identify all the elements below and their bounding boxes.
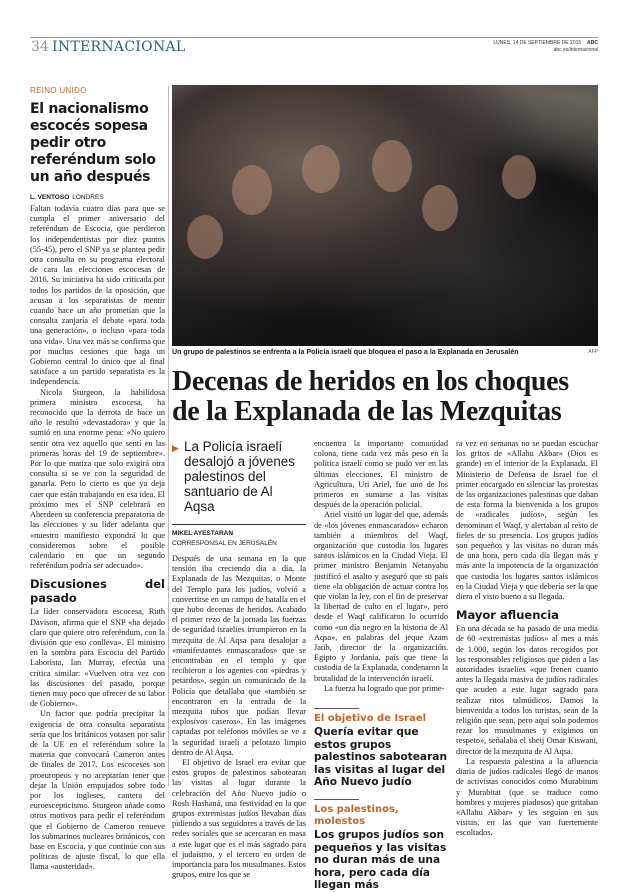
paragraph: La fuerza ha logrado que por prime-	[324, 683, 445, 693]
paragraph: encuentra la importante comunidad colona, tiene cada vez más peso en la política israelí como se pudo ver en las últimas elecciones. El ministro de Agricultura, Uri Ariel, fue uno de los primeros en sumarse a las visitas después de la operación policial.	[314, 439, 448, 510]
author: L. VENTOSO	[30, 194, 70, 201]
header-rule	[30, 37, 598, 38]
highlight-title: El objetivo de Israel	[314, 713, 427, 725]
paragraph: Ariel visitó un lugar del que, además de «los jóvenes enmascarados» echaron también a miembros del Waqf, organización que custodia los lugares santos islámicos en la Ciudad Vieja. El primer ministro Benjamin Netanyahu justificó el asalto y aseguró que su país tiene «la obligación de actuar contra los que violan la ley, con el fin de preservar la libertad de culto en el lugar», pero desde el Waqf calificaron lo ocurrido como «un día negro en la historia de Al Aqsa», en palabras del jeque Azam Jatib, director de la organización. Egipto y Jordania, país que tiene la custodia de la Explanada, condenaron la brutalidad de la intervención israelí.	[314, 510, 448, 683]
caption-row	[172, 348, 598, 357]
dek	[172, 439, 306, 514]
byline	[30, 194, 165, 202]
paragraph: Nicola Sturgeon, la habilidosa primera ministra escocesa, ha reconocido que la derrota de hace un año le resultó «devastadora» y que la sumió en una enorme pena: «No quiero sentir otra vez aquello que sentí en las primeras horas del 19 de septiembre». Por lo que matiza que solo exigirá otra consulta si se ve con la seguridad de ganarla. Pero lo cierto es que ya deja caer que están trabajando en esa idea. El próximo mes el SNP celebrará en Aberdeen su conferencia preparatoria de las elecciones y su líder adelanta que «nuestro manifiesto expondrá lo que consideremos sobre el posible calendario en que un segundo referéndum podría ser adecuado».	[30, 387, 165, 571]
date: LUNES, 14 DE SEPTIEMBRE DE 2015	[493, 40, 582, 46]
paragraph: Después de una semana en la que tensión iba creciendo día a día, la Explanada de las Mezquitas, o Monte del Templo para los judíos, volvió a convertirse en un campo de batalla en el que hubo decenas de heridos. Acabado el primer rezo de la jornada las fuerzas de seguridad israelíes irrumpieron en la mezquita de Al Aqsa para desalojar a «manifestantes enmascarados» que se encontraban en el templo y que recibieron a los agentes con «piedras y petardos», según un comunicado de la Policía que detallaba que «también se encontraron en la entrada de la mezquita tubos que podían llevar explosivos caseros». En las imágenes captadas por teléfonos móviles se ve a la seguridad israelí a pelotazo limpio dentro de Al Aqsa.	[172, 554, 306, 757]
page-number: 34	[31, 39, 49, 55]
header-dateline	[493, 40, 598, 54]
paragraph: La respuesta palestina a la afluencia diaria de judíos radicales llegó de manos de activistas conocidos como Murabitum y Murabitat (que se traduce como hombres y mujeres piadosos) que gritaban «Allahu Akbar» y les seguían en sus visitas, en las que van fuertemente escoltados.	[456, 756, 598, 838]
paragraph: Un factor que podría precipitar la exigencia de otra consulta separatista sería que los británicos votasen por salir de la UE en el referéndum sobre la materia que convocará Cameron antes de finales de 2017. Los escoceses son proeuropeos y no aceptarían tener que dejar la Unión empujados sobre todo por los ingleses, cantera del euroescepticismo. Sturgeon añade como otros motivos para pedir el referéndum que el Gobierno de Cameron renueve los submarinos nucleares británicos, con base en Escocia, y que continúe con sus políticas de ajuste fiscal, lo que ella llama «austeridad».	[30, 709, 165, 872]
author: MIKEL AYESTARAN	[172, 530, 234, 537]
column-2	[314, 439, 448, 892]
article-columns	[172, 439, 598, 892]
highlight	[314, 708, 448, 789]
rule	[172, 524, 306, 525]
main-headline: Decenas de heridos en los choques de la Explanada de las Mezquitas	[172, 366, 569, 427]
paragraph: En una década se ha pasado de una media de 60 «extremistas judíos» al mes a más de 1.000, según los datos recogidos por los responsables religiosos que piden a las autoridades israelíes «que frenen cuanto antes la llegada masiva de judíos radicales que acuden a este lugar sagrado para realizar ritos talmúdicos. Damos la bienvenida a todos los turistas, sean de la religión que sean, pero aquí solo podemos rezar los musulmanes y exigimos un respeto», señalaba el sheij Omar Kiswani, director de la mezquita de Al Aqsa.	[456, 624, 598, 756]
highlight-quote: Los grupos judíos son pequeños y las visitas no duran más de una hora, pero cada día llegan más	[314, 829, 447, 892]
author-role: CORRESPONSAL EN JERUSALÉN	[172, 540, 277, 547]
photo-credit: AFP	[588, 349, 598, 355]
section-url[interactable]: abc.es/internacional	[553, 47, 598, 53]
side-article	[30, 86, 165, 873]
arrow-icon: ▶	[172, 443, 179, 453]
paragraph: Faltan todavía cuatro días para que se cumpla el primer aniversario del referéndum de Escocia, que perdieron los independentistas por diez puntos (55-45), pero el SNP ya se plantea pedir otra consulta en su programa electoral de cara las elecciones escocesas de 2016. Su iniciativa ha sido criticada por todos los partidos de la oposición, que acusan a los separatistas de mentir cuando hace un año prometían que la consulta zanjaría el debate «para toda una generación», o incluso «para toda una vida». Una vez más se confirma que por muchas cesiones que haga un Gobierno central lo único que al final satisface a un partido separatista es la independencia.	[30, 204, 165, 387]
news-photo	[172, 85, 598, 346]
paragraph: ra vez en semanas no se puedan escuchar los gritos de «Allahu Akbar» (Dios es grande) en el interior de la Explanada. El Ministerio de Defensa de Israel fue el primer encargado en silenciar las protestas de las organizaciones palestinas que daban de esta forma la bienvenida a los grupos de «radicales judíos», según les denominan el Waqf, y alertaban al resto de fieles de su presencia. Los grupos judíos son pequeños y las visitas no duran más de una hora, pero cada día llegan más y más ante la impotencia de la organización que custodia los lugares santos islámicos en la Ciudad Vieja y que debería ser la que diera el visto bueno a su llegada.	[456, 439, 598, 602]
brand: ABC	[587, 40, 598, 46]
column-3	[456, 439, 598, 839]
subhead: Mayor afluencia	[456, 608, 559, 623]
body	[456, 439, 598, 839]
highlight-title: Los palestinos, molestos	[314, 804, 399, 828]
paragraph: La líder conservadora escocesa, Ruth Davison, afirma que el SNP «ha dejado claro que quiere otro referéndum, con la división que eso conlleva». El ministro en la sombra para Escocia del Partido Laborista, Ian Murray, efectúa una crítica similar: «Vuelven otra vez con las discusiones del pasado, porque tienen muy poco que ofrecer de su labor de Gobierno».	[30, 607, 165, 709]
column-1	[172, 439, 306, 881]
side-headline: El nacionalismo escocés sopesa pedir otro referéndum solo un año después	[30, 101, 156, 185]
subhead: Discusiones del pasado	[30, 577, 165, 606]
photo-caption: Un grupo de palestinos se enfrenta a la Policía israelí que bloquea el paso a la Explanada en Jerusalén	[172, 348, 519, 356]
dek-text: La Policía israelí desalojó a jóvenes palestinos del santuario de Al Aqsa	[184, 439, 295, 514]
body	[172, 554, 306, 881]
column-divider	[168, 86, 169, 786]
body	[314, 439, 448, 694]
highlight-quote: Quería evitar que estos grupos palestinos sabotearan las visitas al lugar del Año Nuevo judío	[314, 726, 447, 789]
paragraph: El objetivo de Israel era evitar que estos grupos de palestinos sabotearan las visitas al lugar durante la celebración del Año Nuevo judío o Rosh Hashaná, una festividad en la que grupos extremistas judíos llevaban días pidiendo a sus seguidores a través de las redes sociales que se acercaran en masa a este lugar que es el más sagrado para el judaísmo, y el tercero en orden de importancia para los musulmanes. Estos grupos, entre los que se	[172, 758, 306, 880]
main-article	[172, 85, 598, 892]
side-body	[30, 204, 165, 873]
section-title: INTERNACIONAL	[52, 39, 186, 55]
byline	[172, 530, 306, 538]
kicker: REINO UNIDO	[30, 86, 87, 95]
location: LONDRES	[72, 194, 104, 201]
